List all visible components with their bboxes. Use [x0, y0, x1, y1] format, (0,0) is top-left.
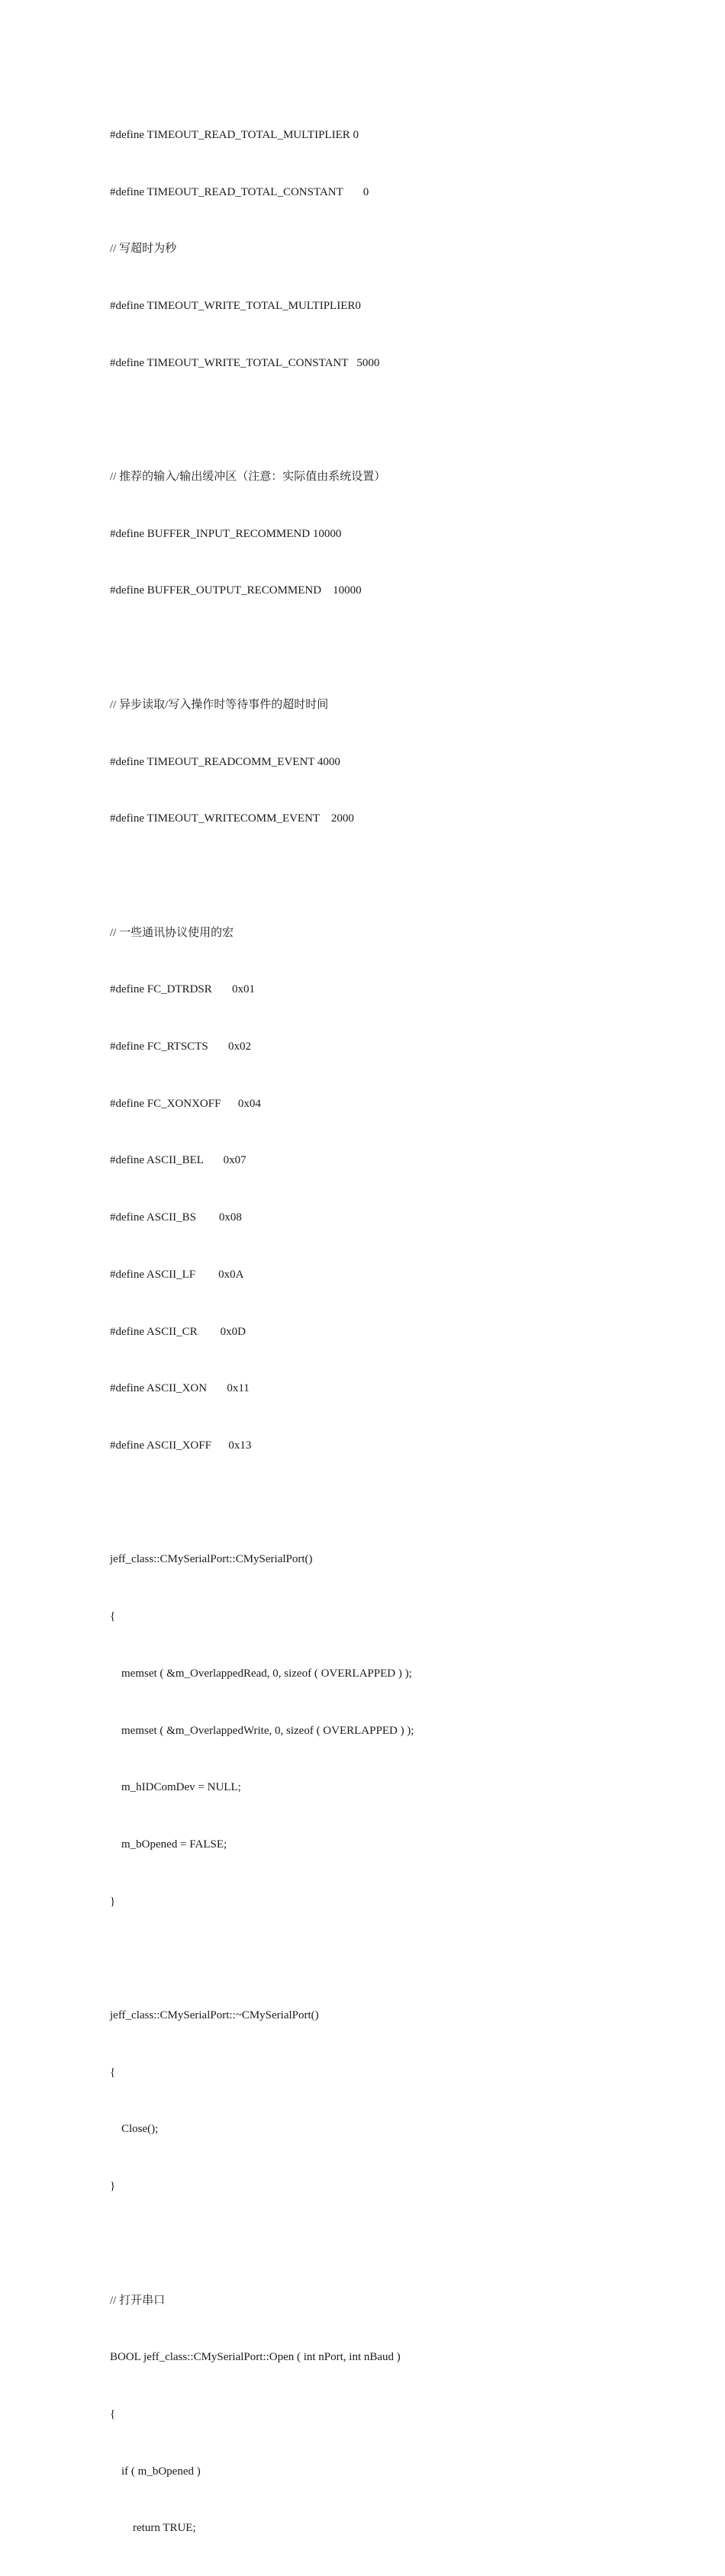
code-line: #define BUFFER_OUTPUT_RECOMMEND 10000 [110, 584, 362, 597]
code-line: m_hIDComDev = NULL; [110, 1781, 241, 1794]
code-listing [110, 88, 414, 2576]
code-line: #define ASCII_CR 0x0D [110, 1325, 246, 1338]
code-line: #define BUFFER_INPUT_RECOMMEND 10000 [110, 527, 342, 540]
code-line: #define TIMEOUT_READCOMM_EVENT 4000 [110, 755, 340, 768]
code-line: #define FC_XONXOFF 0x04 [110, 1097, 261, 1110]
code-line: #define FC_DTRDSR 0x01 [110, 983, 256, 996]
code-line: } [110, 2180, 116, 2193]
code-line: #define ASCII_BS 0x08 [110, 1211, 242, 1224]
code-line: #define TIMEOUT_READ_TOTAL_CONSTANT 0 [110, 185, 369, 198]
code-line: memset ( &m_OverlappedRead, 0, sizeof ( OVERLAPPED ) ); [110, 1667, 412, 1680]
code-line: jeff_class::CMySerialPort::~CMySerialPort() [110, 2009, 319, 2022]
blank-line [110, 867, 414, 886]
code-line: #define TIMEOUT_WRITE_TOTAL_MULTIPLIER0 [110, 299, 361, 312]
code-line: return TRUE; [110, 2522, 196, 2535]
blank-line [110, 410, 414, 429]
code-line: memset ( &m_OverlappedWrite, 0, sizeof ( OVERLAPPED ) ); [110, 1724, 414, 1737]
blank-line [110, 1949, 414, 1968]
code-line: { [110, 2066, 116, 2079]
code-comment-line: // 异步读取/写入操作时等待事件的超时时间 [110, 698, 329, 711]
code-line: #define ASCII_BEL 0x07 [110, 1154, 246, 1167]
code-line: #define FC_RTSCTS 0x02 [110, 1040, 251, 1053]
code-line: jeff_class::CMySerialPort::CMySerialPort() [110, 1553, 313, 1566]
code-line: #define TIMEOUT_WRITE_TOTAL_CONSTANT 5000 [110, 356, 380, 369]
code-line: BOOL jeff_class::CMySerialPort::Open ( int nPort, int nBaud ) [110, 2351, 401, 2364]
code-comment-line: // 一些通讯协议使用的宏 [110, 926, 234, 939]
code-line: #define ASCII_LF 0x0A [110, 1268, 244, 1281]
code-line: { [110, 2407, 116, 2420]
code-line: #define ASCII_XON 0x11 [110, 1382, 250, 1395]
code-line: { [110, 1610, 116, 1623]
blank-line [110, 2234, 414, 2253]
code-line: #define ASCII_XOFF 0x13 [110, 1439, 252, 1452]
blank-line [110, 1494, 414, 1513]
code-line: m_bOpened = FALSE; [110, 1838, 227, 1851]
code-comment-line: // 打开串口 [110, 2294, 166, 2307]
code-line: #define TIMEOUT_READ_TOTAL_MULTIPLIER 0 [110, 128, 359, 141]
code-line: if ( m_bOpened ) [110, 2465, 201, 2478]
code-comment-line: // 写超时为秒 [110, 243, 177, 256]
code-comment-line: // 推荐的输入/输出缓冲区（注意：实际值由系统设置） [110, 471, 386, 484]
code-line: } [110, 1895, 116, 1908]
code-line: #define TIMEOUT_WRITECOMM_EVENT 2000 [110, 812, 354, 825]
code-line: Close(); [110, 2123, 159, 2136]
blank-line [110, 638, 414, 658]
